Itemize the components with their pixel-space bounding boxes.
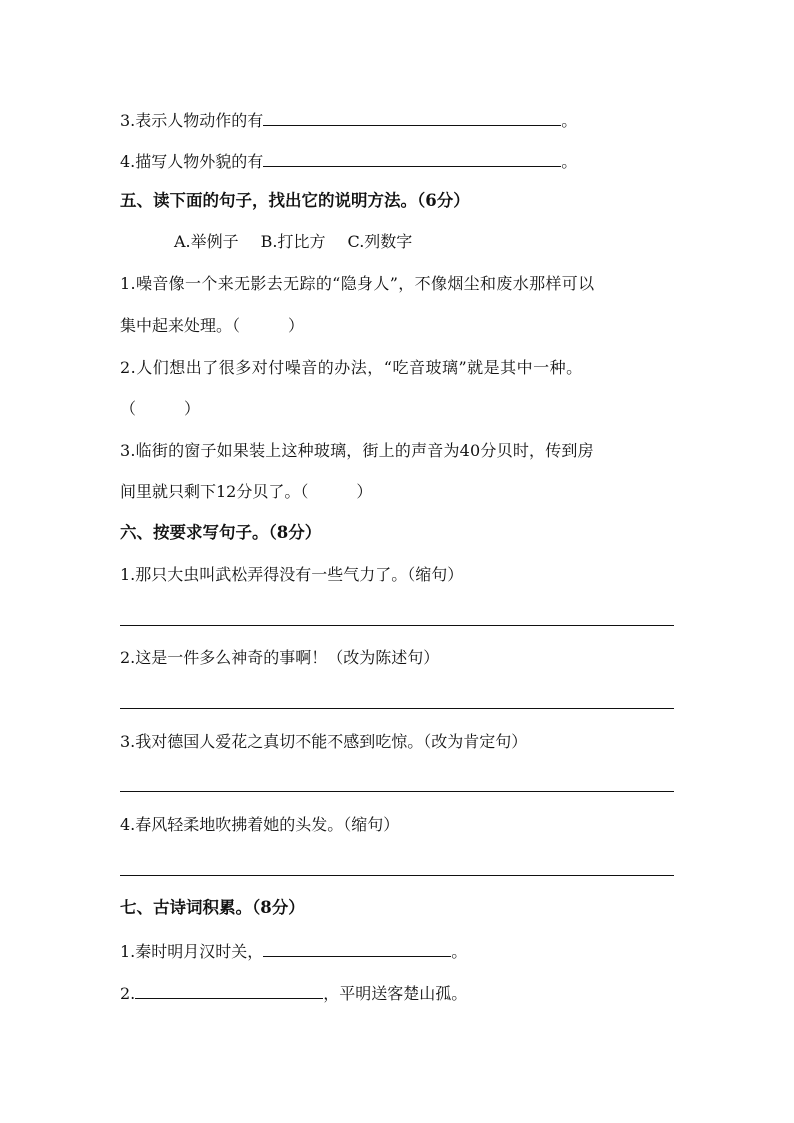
s6-q4: 4.春风轻柔地吹拂着她的头发。（缩句） (120, 815, 400, 834)
s7-q1 (120, 939, 680, 963)
s7-heading: 七、古诗词积累。（8分） (120, 898, 305, 917)
s6-q3: 3.我对德国人爱花之真切不能不感到吃惊。（改为肯定句） (120, 732, 528, 751)
s7-q2 (120, 981, 680, 1005)
s7-q2-blank[interactable] (135, 981, 323, 999)
s4-q3-text: 3.表示人物动作的有 (120, 111, 264, 130)
s6-q4-answer-line[interactable] (120, 875, 674, 876)
s4-q3-end: 。 (561, 111, 578, 130)
s7-q2-text: ，平明送客楚山孤。 (323, 984, 468, 1003)
s7-q1-text: 1.秦时明月汉时关， (120, 942, 264, 961)
s6-q1-answer-line[interactable] (120, 625, 674, 626)
s6-q2-answer-line[interactable] (120, 708, 674, 709)
s5-option-c: C.列数字 (347, 232, 413, 251)
s5-heading: 五、读下面的句子，找出它的说明方法。（6分） (120, 191, 470, 210)
s4-q4-end: 。 (561, 152, 578, 171)
s6-heading: 六、按要求写句子。（8分） (120, 523, 322, 542)
s6-q1: 1.那只大虫叫武松弄得没有一些气力了。（缩句） (120, 565, 464, 584)
s5-option-b: B.打比方 (260, 232, 326, 251)
s5-q3-line1: 3.临街的窗子如果装上这种玻璃，街上的声音为40分贝时，传到房 (120, 441, 594, 460)
s7-q1-end: 。 (451, 942, 468, 961)
s5-q1-line1: 1.噪音像一个来无影去无踪的“隐身人”，不像烟尘和废水那样可以 (120, 274, 595, 293)
s5-option-a: A.举例子 (174, 232, 239, 251)
s4-q4-text: 4.描写人物外貌的有 (120, 152, 264, 171)
s4-q4 (120, 149, 680, 173)
s5-q3-line2: 间里就只剩下12分贝了。（ ） (120, 482, 373, 501)
s4-q3 (120, 108, 680, 132)
s5-q2-line1: 2.人们想出了很多对付噪音的办法，“吃音玻璃”就是其中一种。 (120, 358, 583, 377)
s5-q1-line2: 集中起来处理。（ ） (120, 316, 305, 335)
s6-q3-answer-line[interactable] (120, 791, 674, 792)
s7-q1-blank[interactable] (263, 939, 451, 957)
s4-q4-blank[interactable] (263, 149, 561, 167)
s4-q3-blank[interactable] (263, 108, 561, 126)
s5-q2-line2: （ ） (120, 399, 201, 418)
s5-options (174, 231, 734, 253)
s6-q2: 2.这是一件多么神奇的事啊！（改为陈述句） (120, 648, 440, 667)
s7-q2-prefix: 2. (120, 984, 136, 1003)
